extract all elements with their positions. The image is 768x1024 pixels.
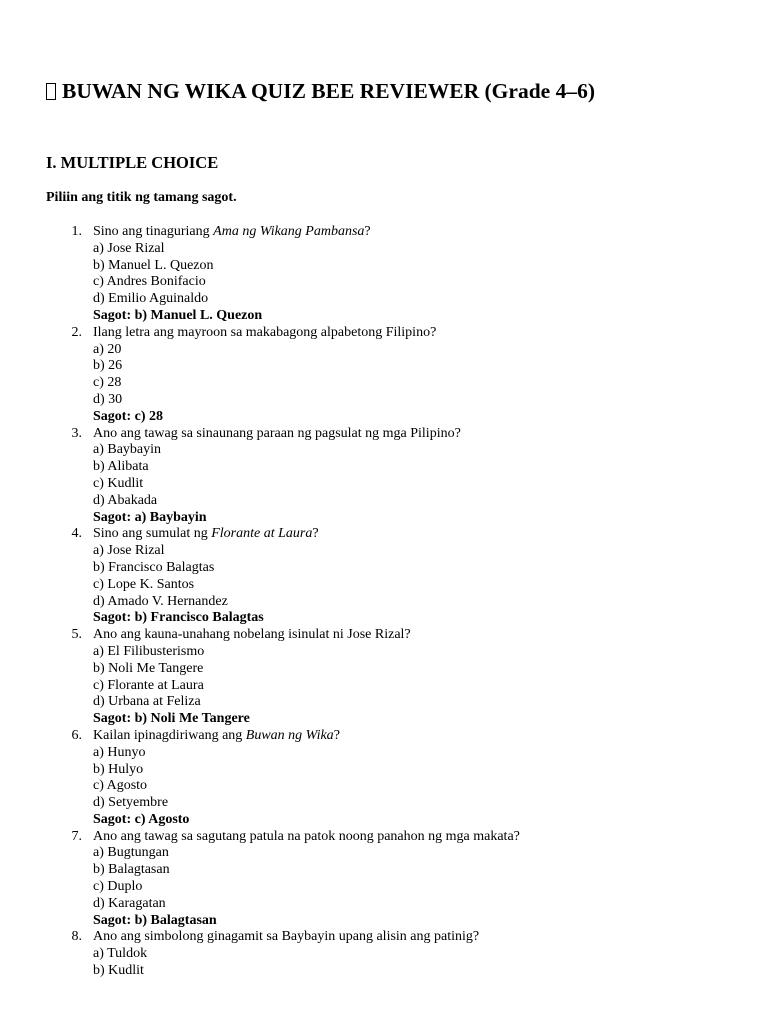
question-number: 2. [71,324,82,340]
question-number: 1. [71,224,82,239]
question-text [93,829,520,844]
answer-key: Sagot: a) Baybayin [93,509,207,525]
answer-option: c) Florante at Laura [93,677,204,693]
question-number: 3. [71,425,82,441]
question-text [93,224,371,239]
answer-option: b) Balagtasan [93,862,170,878]
question-text-part: Ano ang tawag sa sinaunang paraan ng pagsulat ng mga Pilipino? [93,425,461,441]
question-text-part: Ano ang simbolong ginagamit sa Baybayin upang alisin ang patinig? [93,929,480,945]
answer-option: b) Hulyo [93,761,144,777]
answer-option: c) Agosto [93,778,148,794]
question-number: 8. [71,929,82,945]
question-text-italic: Buwan ng Wika [245,727,334,743]
answer-option: d) 30 [93,391,123,407]
answer-key: Sagot: b) Noli Me Tangere [93,711,250,727]
answer-option: d) Setyembre [93,795,169,811]
answer-key: Sagot: c) Agosto [93,811,190,827]
answer-option: c) Andres Bonifacio [93,274,206,290]
question-number: 4. [71,526,82,542]
question-text-part: Kailan ipinagdiriwang ang [93,727,246,743]
answer-option: a) Jose Rizal [93,543,165,559]
answer-option: c) Duplo [93,879,143,895]
question-item [0,526,768,627]
question-number: 5. [71,627,82,643]
question-item [0,929,768,979]
document-title [46,77,595,105]
answer-option: b) Manuel L. Quezon [93,257,214,273]
question-text-part: ? [364,224,371,239]
answer-option: c) Kudlit [93,475,144,491]
answer-option: b) 26 [93,358,123,374]
question-text-part: Sino ang sumulat ng [93,526,212,542]
question-item [0,627,768,728]
question-text-part: Ano ang tawag sa sagutang patula na patok noong panahon ng mga makata? [93,828,520,844]
missing-glyph-icon [46,83,56,100]
answer-option: d) Emilio Aguinaldo [93,291,209,307]
answer-option: d) Urbana at Feliza [93,694,201,710]
question-text-italic: Ama ng Wikang Pambansa [213,224,365,239]
answer-option: d) Amado V. Hernandez [93,593,228,609]
question-number: 6. [71,727,82,743]
answer-key: Sagot: c) 28 [93,408,163,424]
answer-option: a) El Filibusterismo [93,643,205,659]
question-text-part: Ano ang kauna-unahang nobelang isinulat ni Jose Rizal? [93,627,411,643]
answer-option: a) Jose Rizal [93,240,165,256]
answer-option: a) 20 [93,341,122,357]
question-text [93,426,461,441]
question-item [0,426,768,527]
document-title-text: BUWAN NG WIKA QUIZ BEE REVIEWER (Grade 4–6) [62,79,595,103]
question-text [93,929,479,944]
answer-key: Sagot: b) Balagtasan [93,912,217,928]
answer-option: c) Lope K. Santos [93,576,195,592]
question-text-part: Sino ang tinaguriang [93,224,214,239]
answer-option: d) Karagatan [93,895,166,911]
question-item [0,728,768,829]
question-text [93,526,319,541]
answer-option: a) Hunyo [93,744,146,760]
question-text-italic: Florante at Laura [211,526,313,542]
answer-option: b) Noli Me Tangere [93,660,204,676]
question-item [0,224,768,325]
answer-option: a) Baybayin [93,442,162,458]
instruction-text: Piliin ang titik ng tamang sagot. [46,190,237,205]
question-text-part: ? [333,727,340,743]
question-item [0,325,768,426]
answer-option: b) Kudlit [93,963,144,979]
section-heading: I. MULTIPLE CHOICE [46,153,219,172]
answer-option: b) Alibata [93,459,149,475]
question-text [93,325,436,340]
question-list [0,224,768,980]
question-text-part: ? [312,526,319,542]
answer-option: d) Abakada [93,492,158,508]
answer-option: a) Bugtungan [93,845,169,861]
answer-option: c) 28 [93,375,122,391]
answer-key: Sagot: b) Francisco Balagtas [93,610,264,626]
answer-option: b) Francisco Balagtas [93,559,215,575]
answer-key: Sagot: b) Manuel L. Quezon [93,307,263,323]
question-text [93,728,340,743]
question-text-part: Ilang letra ang mayroon sa makabagong alpabetong Filipino? [93,324,437,340]
question-number: 7. [71,828,82,844]
question-item [0,829,768,930]
answer-option: a) Tuldok [93,946,148,962]
question-text [93,627,411,642]
